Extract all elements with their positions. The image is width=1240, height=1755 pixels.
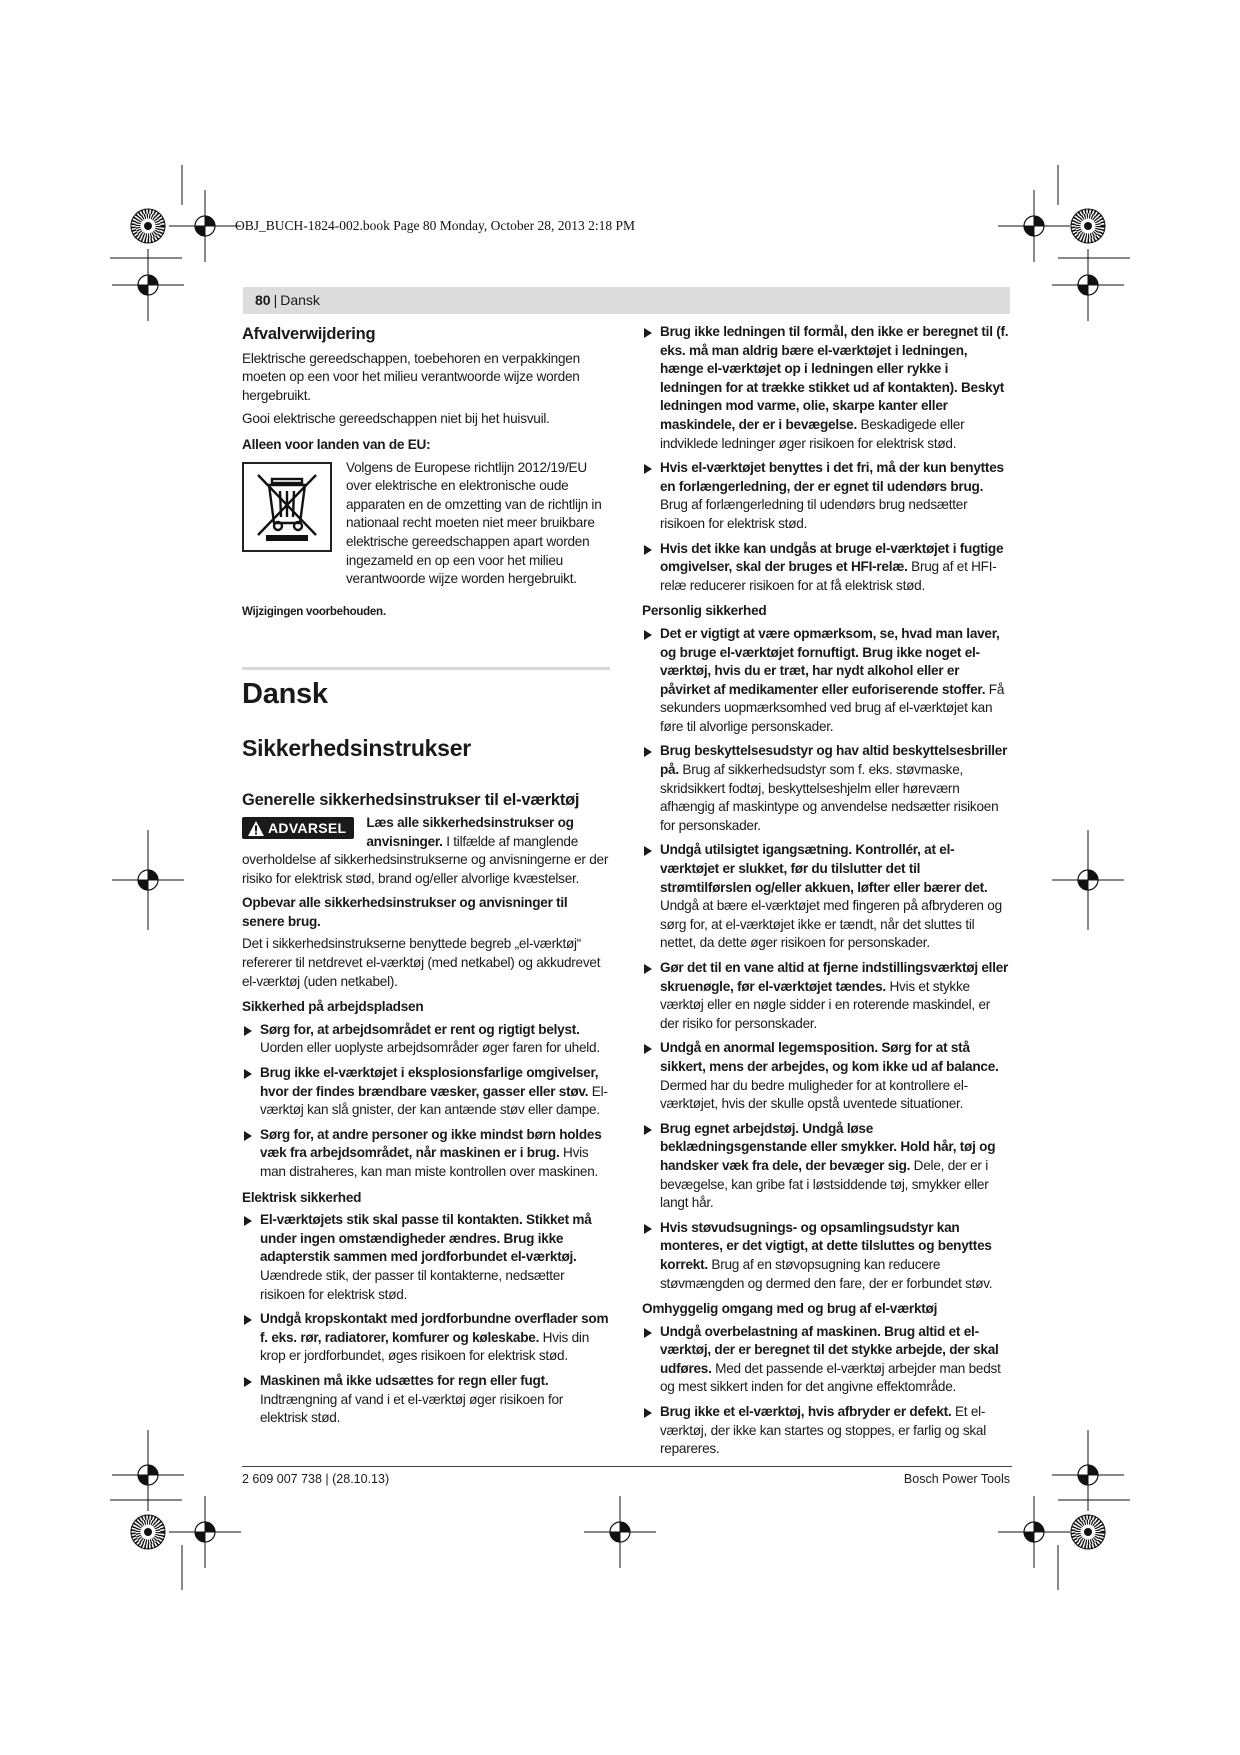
bullet-item <box>242 1021 610 1058</box>
bullet-item <box>242 1211 610 1304</box>
bullet-text: Hvis man distraheres, kan man miste kontrollen over maskinen. <box>260 1145 599 1179</box>
disposal-paragraph: Gooi elektrische gereedschappen niet bij het huisvuil. <box>242 411 550 427</box>
personal-list <box>642 625 1012 1293</box>
bullet-bold-text: Det er vigtigt at være opmærksom, se, hvad man laver, og bruge el-værktøjet fornuftigt. Brug ikke noget el-værktøj, hvis du er træt, har nydt alkohol eller er påvirket af medikamenter eller euforiserende stoffer. <box>660 625 1000 697</box>
footer-brand: Bosch Power Tools <box>903 1472 1010 1486</box>
bullet-text: Uorden eller uoplyste arbejdsområder øger faren for uheld. <box>260 1040 600 1056</box>
keep-instructions: Opbevar alle sikkerhedsinstrukser og anvisninger til senere brug. <box>242 895 568 929</box>
footer-rule <box>242 1466 1012 1467</box>
electrical-list <box>242 1211 610 1428</box>
bullet-item <box>642 959 1012 1033</box>
careful-list <box>642 1323 1012 1459</box>
left-column <box>242 323 610 1434</box>
bullet-item <box>642 1120 1012 1213</box>
bullet-bold-text: Gør det til en vane altid at fjerne indstillingsværktøj eller skruenøgle, før el-værktøjet tændes. <box>660 960 1009 994</box>
bullet-text: Indtrængning af vand i et el-værktøj øger risikoen for elektrisk stød. <box>260 1391 564 1426</box>
work-area-title: Sikkerhed på arbejdspladsen <box>242 999 424 1015</box>
warning-bold: Læs alle sikkerhedsinstrukser og anvisninger. <box>366 814 574 849</box>
bullet-bold-text: El-værktøjets stik skal passe til kontakten. Stikket må under ingen omstændigheder ændres. Brug ikke adapterstik sammen med jordforbundet el-værktøj. <box>260 1212 592 1265</box>
bullet-item <box>642 459 1012 533</box>
bullet-text: Brug af forlængerledning til udendørs brug nedsætter risikoen for elektrisk stød. <box>660 497 968 531</box>
registration-mark-icon <box>998 1496 1070 1568</box>
star-target-icon <box>1071 1515 1105 1549</box>
weee-block <box>242 459 610 589</box>
bullet-text: Få sekunders uopmærksomhed ved brug af el-værktøjet kan føre til alvorlige personskader. <box>660 681 1005 734</box>
registration-mark-icon <box>1052 249 1124 321</box>
disposal-title: Afvalverwijdering <box>242 325 376 343</box>
star-target-icon <box>131 209 165 243</box>
bullet-bold-text: Undgå utilsigtet igangsætning. Kontrollér, at el-værktøjet er slukket, før du tilslutter det til strømtilførslen og/eller akkuen, løfter eller bærer det. <box>660 842 988 895</box>
bullet-text: El-værktøj kan slå gnister, der kan antænde støv eller dampe. <box>260 1083 608 1118</box>
header-separator: | <box>273 292 278 308</box>
bullet-text: Hvis et stykke værktøj eller en nøgle sidder i en roterende maskindel, er der risiko for personskader. <box>660 978 991 1031</box>
warning-label: ADVARSEL <box>268 819 347 836</box>
bullet-text: Et el-værktøj, der ikke kan startes og stoppes, er farlig og skal repareres. <box>660 1404 986 1457</box>
bullet-bold-text: Brug ikke el-værktøjet i eksplosionsfarlige omgivelser, hvor der findes brændbare væsker, gasser eller støv. <box>260 1065 599 1099</box>
warning-text: I tilfælde af manglende overholdelse af sikkerhedsinstrukserne og anvisningerne er der risiko for elektrisk stød, brand og/eller alvorlige kvæstelser. <box>242 833 609 886</box>
bullet-item <box>642 1039 1012 1113</box>
right-column <box>642 323 1012 1465</box>
general-title: Generelle sikkerhedsinstrukser til el-værktøj <box>242 791 580 810</box>
careful-title: Omhyggelig omgang med og brug af el-værktøj <box>642 1301 938 1317</box>
weee-bin-icon <box>242 462 332 552</box>
bullet-text: Med det passende el-værktøj arbejder man bedst og mest sikkert inden for det angivne effektområde. <box>660 1360 1001 1395</box>
bullet-item <box>242 1126 610 1182</box>
bullet-text: Hvis din krop er jordforbundet, øges risikoen for elektrisk stød. <box>260 1329 589 1364</box>
bullet-bold-text: Undgå kropskontakt med jordforbundne overflader som f. eks. rør, radiatorer, komfurer og køleskabe. <box>260 1311 609 1345</box>
star-target-icon <box>1071 209 1105 243</box>
bullet-item <box>642 1323 1012 1397</box>
bullet-bold-text: Sørg for, at arbejdsområdet er rent og rigtigt belyst. <box>260 1021 580 1037</box>
bullet-text: Beskadigede eller indviklede ledninger øger risikoen for elektrisk stød. <box>660 416 965 451</box>
warning-triangle-icon <box>248 821 264 836</box>
safety-title: Sikkerhedsinstrukser <box>242 735 471 762</box>
bullet-item <box>242 1372 610 1428</box>
bullet-bold-text: Brug ikke ledningen til formål, den ikke er beregnet til (f. eks. må man aldrig bære el-værktøjet i ledningen, hænge el-værktøjet op i ledningen eller rykke i ledningen for at trække stikket ud af kontakten). Beskyt ledningen mod varme, olie, skarpe kanter eller maskindele, der er i bevægelse. <box>660 324 1009 432</box>
bullet-bold-text: Sørg for, at andre personer og ikke mindst børn holdes væk fra arbejdsområdet, når maskinen er i brug. <box>260 1126 602 1161</box>
electrical-title: Elektrisk sikkerhed <box>242 1189 362 1205</box>
bullet-bold-text: Hvis el-værktøjet benyttes i det fri, må der kun benyttes en forlængerledning, der er egnet til udendørs brug. <box>660 460 1004 494</box>
registration-mark-icon <box>169 190 241 262</box>
disposal-paragraph: Elektrische gereedschappen, toebehoren en verpakkingen moeten op een voor het milieu verantwoorde wijze worden hergebruikt. <box>242 350 580 403</box>
bullet-text: Dermed har du bedre muligheder for at kontrollere el-værktøjet, hvis der skulle opstå uventede situationer. <box>660 1077 968 1112</box>
electrical-list-cont <box>642 323 1012 595</box>
header-section: Dansk <box>280 292 320 308</box>
warning-block <box>242 814 610 888</box>
bullet-bold-text: Hvis støvudsugnings- og opsamlingsudstyr kan monteres, er det vigtigt, at dette tilsluttes og benyttes korrekt. <box>660 1219 992 1272</box>
changes-note: Wijzigingen voorbehouden. <box>242 605 386 618</box>
bullet-text: Uændrede stik, der passer til kontakterne, nedsætter risikoen for elektrisk stød. <box>260 1267 565 1302</box>
registration-mark-icon <box>584 1496 656 1568</box>
registration-mark-icon <box>169 1496 241 1568</box>
bullet-item <box>642 841 1012 953</box>
bullet-bold-text: Brug beskyttelsesudstyr og hav altid beskyttelsesbriller på. <box>660 743 1008 778</box>
bullet-text: Brug af et HFI-relæ reducerer risikoen for at få elektrisk stød. <box>660 559 997 593</box>
print-info: OBJ_BUCH-1824-002.book Page 80 Monday, October 28, 2013 2:18 PM <box>235 218 635 233</box>
bullet-bold-text: Undgå en anormal legemsposition. Sørg for at stå sikkert, mens der arbejdes, og kom ikke ud af balance. <box>660 1040 999 1074</box>
registration-mark-icon <box>112 249 184 321</box>
star-target-icon <box>131 1515 165 1549</box>
section-divider <box>242 667 610 670</box>
bullet-item <box>642 1403 1012 1459</box>
bullet-item <box>642 1219 1012 1293</box>
bullet-text: Dele, der er i bevægelse, kan gribe fat i løstsiddende tøj, smykker eller langt hår. <box>660 1157 989 1211</box>
bullet-item <box>242 1310 610 1366</box>
bullet-item <box>642 625 1012 737</box>
bullet-text: Brug af sikkerhedsudstyr som f. eks. støvmaske, skridsikkert fodtøj, beskyttelseshjelm eller høreværn afhængig af maskintype og anvendelse nedsætter risikoen for personskader. <box>660 762 999 833</box>
bullet-item <box>642 323 1012 453</box>
bullet-bold-text: Maskinen må ikke udsættes for regn eller fugt. <box>260 1372 549 1388</box>
page-number: 80 <box>255 292 271 308</box>
work-area-list <box>242 1021 610 1182</box>
bullet-text: Brug af en støvopsugning kan reducere støvmængden og dermed den fare, der er forbundet støv. <box>660 1256 993 1291</box>
bullet-text: Undgå at bære el-værktøjet med fingeren på afbryderen og sørg for, at el-værktøjet ikke er tændt, når det sluttes til nettet, da dette øger risikoen for personskader. <box>660 898 1002 951</box>
bullet-bold-text: Brug egnet arbejdstøj. Undgå løse beklædningsgenstande eller smykker. Hold hår, tøj og handsker væk fra dele, der bevæger sig. <box>660 1120 996 1173</box>
warning-badge <box>242 817 354 839</box>
term-paragraph: Det i sikkerhedsinstrukserne benyttede begreb „el-værktøj“ refererer til netdrevet el-værktøj (med netkabel) og akkudrevet el-værktøj (uden netkabel). <box>242 936 601 989</box>
personal-title: Personlig sikkerhed <box>642 603 767 619</box>
language-title: Dansk <box>242 678 328 711</box>
bullet-bold-text: Undgå overbelastning af maskinen. Brug altid et el-værktøj, der er beregnet til det stykke arbejde, der skal udføres. <box>660 1323 999 1376</box>
eu-heading: Alleen voor landen van de EU: <box>242 436 431 452</box>
registration-mark-icon <box>998 190 1070 262</box>
bullet-item <box>642 540 1012 596</box>
bullet-bold-text: Brug ikke et el-værktøj, hvis afbryder er defekt. <box>660 1404 952 1420</box>
bullet-item <box>642 742 1012 835</box>
bullet-item <box>242 1064 610 1120</box>
bullet-bold-text: Hvis det ikke kan undgås at bruge el-værktøjet i fugtige omgivelser, skal der bruges et HFI-relæ. <box>660 540 1004 575</box>
eu-text: Volgens de Europese richtlijn 2012/19/EU over elektrische en elektronische oude apparaten en de omzetting van de richtlijn in nationaal recht moeten niet meer bruikbare elektrische gereedschappen apart worden ingezameld en op een voor het milieu verantwoorde wijze worden hergebruikt. <box>346 459 602 587</box>
page-header <box>243 287 1010 314</box>
footer-doc-number: 2 609 007 738 | (28.10.13) <box>242 1472 390 1486</box>
